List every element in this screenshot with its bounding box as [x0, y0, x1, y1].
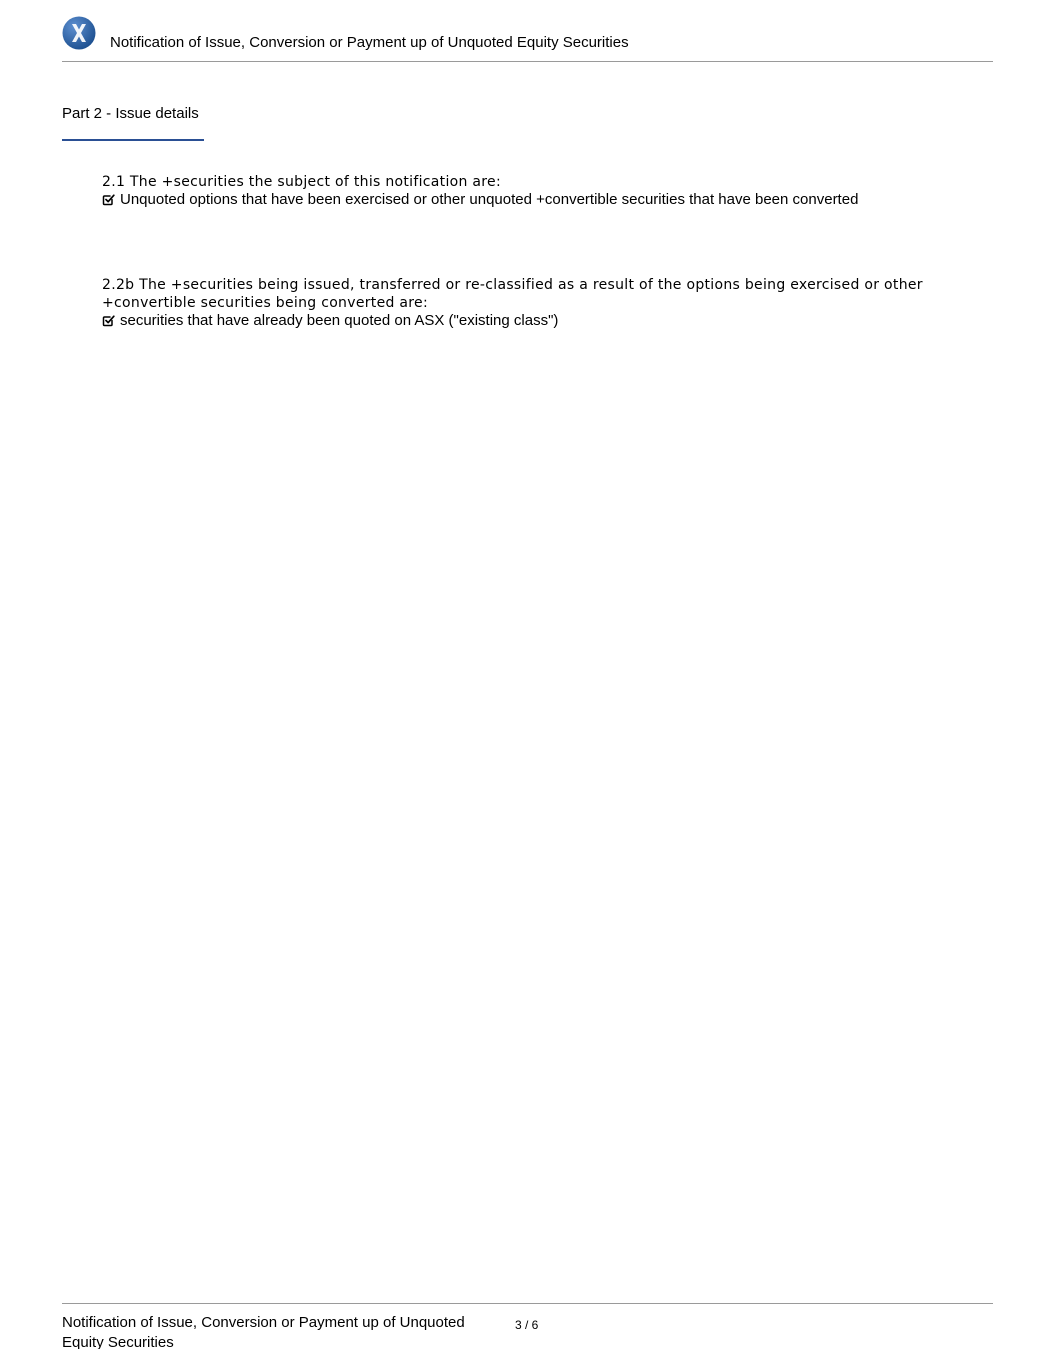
answer-text: securities that have already been quoted on ASX ("existing class") [120, 312, 559, 329]
section-underline [62, 139, 204, 141]
checked-box-icon [102, 193, 115, 206]
checked-box-icon [102, 314, 115, 327]
asx-logo-icon [62, 16, 96, 50]
header-title: Notification of Issue, Conversion or Payment up of Unquoted Equity Securities [110, 34, 629, 51]
answer-text: Unquoted options that have been exercised or other unquoted +convertible securities that have been converted [120, 191, 859, 208]
page-number: 3 / 6 [515, 1318, 539, 1332]
question-2-1-label: 2.1 The +securities the subject of this notification are: [102, 174, 501, 190]
section-title: Part 2 - Issue details [62, 105, 199, 122]
question-2-1-answer [102, 191, 858, 208]
footer-title: Notification of Issue, Conversion or Payment up of Unquoted Equity Securities [62, 1314, 465, 1349]
page-header [62, 14, 993, 62]
question-2-2b-label: 2.2b The +securities being issued, transferred or re-classified as a result of the options being exercised or other +convertible securities being converted are: [102, 277, 923, 311]
page-footer [62, 1303, 993, 1349]
question-2-2b-answer [102, 312, 558, 329]
